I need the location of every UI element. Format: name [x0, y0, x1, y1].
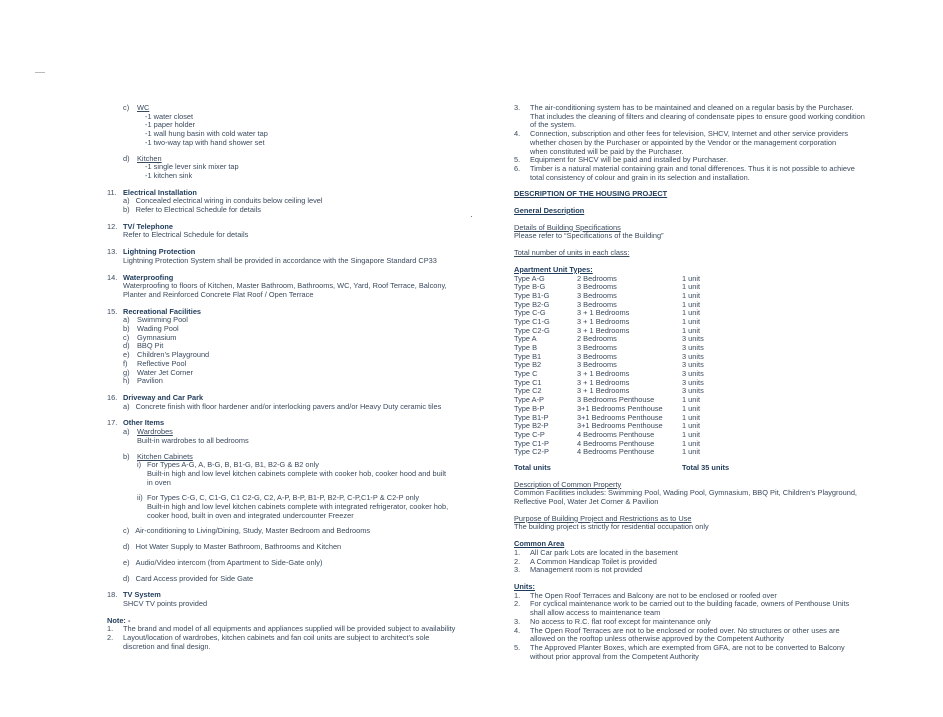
- unit-type-row: [514, 309, 900, 318]
- unit-type-row: [514, 353, 900, 362]
- facility-item: d) BBQ Pit: [123, 341, 164, 351]
- note-item: 3. The air-conditioning system has to be maintained and cleaned on a regular basis by the Purchaser.: [514, 103, 854, 112]
- section-title: TV System: [123, 590, 161, 600]
- unit-type-row: [514, 344, 900, 353]
- unit-count: 1 unit: [682, 316, 701, 326]
- common-area-item: 1. All Car park Lots are located in the basement: [514, 547, 678, 557]
- section-title: Recreational Facilities: [123, 306, 202, 316]
- unit-bedrooms: 4 Bedrooms Penthouse: [577, 438, 655, 448]
- unit-count: 1 unit: [682, 282, 701, 292]
- unit-count: 1 unit: [682, 438, 701, 448]
- note-item: 6. Timber is a natural material containing grain and tonal differences. Thus it is not possible to achieve: [514, 163, 855, 173]
- unit-type-row: [514, 405, 900, 414]
- facility-item: c) Gymnasium: [123, 332, 177, 342]
- wc-heading: c) WC: [123, 103, 150, 112]
- unit-type-row: [514, 318, 900, 327]
- unit-type: Type A-G: [514, 273, 545, 283]
- unit-type: Type C1: [514, 377, 542, 387]
- unit-bedrooms: 3 + 1 Bedrooms: [577, 369, 630, 379]
- units-item: 5. The Approved Planter Boxes, which are exempted from GFA, are not to be converted to Balcony: [514, 642, 845, 652]
- general-description-heading: General Description: [514, 206, 585, 216]
- section-17: 17. Other Items a) Wardrobes Built-in wardrobes to all bedrooms b) Kitchen Cabinets i) For Types A-G, A, B-G, B, B1-G, B1, B2-G & B2 only Built-in high and low level kitchen cabinets complete with cooker hob, cooker hood and built in oven ii) For Types C-G, C, C1-G, C1 C2-G, C2, A-P, B-P, B1-P, B2-P, C-P,C1-P & C2-P only Built-in high and low level kitchen cabinets complete with integrated refrigerator, cooker hob, cooker hood, built in oven and integrated undercounter Freezer c) Air-conditioning to Living/Dining, Study, Master Bedroom and Bedrooms d) Hot Water Supply to Master Bathroom, Bathrooms and Kitchen e) Audio/Video intercom (from Apartment to Side-Gate only) d) Card Access provided for Side Gate: [107, 418, 449, 583]
- unit-type: Type B-P: [514, 403, 545, 413]
- kitchen-cabinets-title: Kitchen Cabinets: [137, 451, 193, 461]
- unit-type: Type B: [514, 343, 538, 353]
- facility-item: f) Reflective Pool: [123, 358, 187, 368]
- unit-type: Type B-G: [514, 282, 546, 292]
- unit-count: 1 unit: [682, 412, 701, 422]
- unit-type-row: [514, 379, 900, 388]
- unit-count: 1 unit: [682, 429, 701, 439]
- unit-type-row: [514, 370, 900, 379]
- units-item: 4. The Open Roof Terraces are not to be enclosed or roofed over. No structures or other uses are: [514, 625, 840, 635]
- kitchen-heading: d) Kitchen: [123, 153, 162, 163]
- unit-bedrooms: 4 Bedrooms Penthouse: [577, 447, 655, 457]
- unit-type-row: [514, 396, 900, 405]
- unit-bedrooms: 3 Bedrooms Penthouse: [577, 395, 655, 405]
- details-text: Please refer to “Specifications of the Building”: [514, 231, 664, 241]
- unit-type-row: [514, 292, 900, 301]
- facility-item: a) Swimming Pool: [123, 315, 188, 325]
- section-15: 15. Recreational Facilities a) Swimming Pool b) Wading Pool c) Gymnasium d) BBQ Pit e) Children’s Playground f) Reflective Pool g) Water Jet Corner h) Pavilion: [107, 308, 503, 386]
- unit-count: 3 units: [682, 343, 704, 353]
- section-title: Driveway and Car Park: [123, 392, 204, 402]
- unit-count: 3 units: [682, 369, 704, 379]
- unit-count: 3 units: [682, 386, 704, 396]
- facility-item: g) Water Jet Corner: [123, 367, 193, 377]
- unit-bedrooms: 3 Bedrooms: [577, 343, 617, 353]
- unit-count: 1 unit: [682, 308, 701, 318]
- total-units-row: Total units Total 35 units: [514, 462, 730, 472]
- section-14: 14. Waterproofing Waterproofing to floors of Kitchen, Master Bathroom, Bathrooms, WC, Yard, Roof Terrace, Balcony, Planter and Reinforced Concrete Flat Roof / Open Terrace: [107, 272, 447, 299]
- facility-item: h) Pavilion: [123, 376, 163, 386]
- unit-type-row: [514, 387, 900, 396]
- note-item: 1. The brand and model of all equipments and appliances supplied will be provided subject to availability: [107, 624, 456, 634]
- unit-bedrooms: 3 Bedrooms: [577, 290, 617, 300]
- wc-item: -1 wall hung basin with cold water tap: [145, 129, 268, 139]
- section-12: 12. TV/ Telephone Refer to Electrical Schedule for details: [107, 221, 249, 240]
- unit-count: 1 unit: [682, 325, 701, 335]
- facility-item: b) Wading Pool: [123, 324, 179, 334]
- unit-type-row: [514, 440, 900, 449]
- section-title: Other Items: [123, 418, 165, 428]
- wc-title: WC: [137, 103, 150, 112]
- unit-type-row: [514, 361, 900, 370]
- purpose-title: Purpose of Building Project and Restrictions as to Use: [514, 513, 692, 523]
- unit-type-row: [514, 283, 900, 292]
- unit-count: 3 units: [682, 360, 704, 370]
- unit-bedrooms: 3 + 1 Bedrooms: [577, 325, 630, 335]
- section-11: 11. Electrical Installation a) Concealed electrical wiring in conduits below ceiling level b) Refer to Electrical Schedule for details: [107, 187, 323, 215]
- unit-type: Type C2-G: [514, 325, 550, 335]
- unit-type-row: [514, 448, 900, 457]
- unit-type: Type C1-P: [514, 438, 549, 448]
- section-title: Lightning Protection: [123, 247, 196, 257]
- unit-count: 1 unit: [682, 290, 701, 300]
- note-continued: 3. The air-conditioning system has to be maintained and cleaned on a regular basis by the Purchaser. That includes the cleaning of filters and clearing of condensate pipes to ensure good working condition of the system. 4. Connection, subscription and other fees for television, SHCV, Internet and other service providers whether chosen by the Purchaser or appointed by the Vendor or the management corporation when constituted will be paid by the Purchaser. 5. Equipment for SHCV will be paid and installed by Purchaser. 6. Timber is a natural material containing grain and tonal differences. Thus it is not possible to achieve total consistency of colour and grain in its selection and installation.: [514, 104, 900, 182]
- unit-type-row: [514, 335, 900, 344]
- wc-item: -1 paper holder: [145, 120, 196, 130]
- total-units-title: Total number of units in each class:: [514, 248, 630, 258]
- section-13: 13. Lightning Protection Lightning Protection System shall be provided in accordance with the Singapore Standard CP33: [107, 247, 437, 265]
- unit-type: Type C: [514, 369, 538, 379]
- unit-type-row: [514, 301, 900, 310]
- note-title: Note: -: [107, 615, 131, 625]
- details-title: Details of Building Specifications: [514, 222, 621, 232]
- wc-item: -1 two-way tap with hand shower set: [145, 137, 265, 147]
- unit-type-row: [514, 431, 900, 440]
- section-title: Waterproofing: [123, 272, 174, 282]
- kitchen-item: -1 single lever sink mixer tap: [145, 162, 239, 172]
- unit-type: Type B1-P: [514, 412, 549, 422]
- right-column: 3. The air-conditioning system has to be maintained and cleaned on a regular basis by the Purchaser. That includes the cleaning of filters and clearing of condensate pipes to ensure good working condition of the system. 4. Connection, subscription and other fees for television, SHCV, Internet and other service providers whether chosen by the Purchaser or appointed by the Vendor or the management corporation when constituted will be paid by the Purchaser. 5. Equipment for SHCV will be paid and installed by Purchaser. 6. Timber is a natural material containing grain and tonal differences. Thus it is not possible to achieve total consistency of colour and grain in its selection and installation. DESCRIPTION OF THE HOUSING PROJECT General Description Details of Building Specifications Please refer to “Specifications of the Building” Total number of units in each class: Apartment Unit Types: Type A-G 2 Bedrooms 1 unit Type B-G 3 Bedrooms 1 unit Type B1-G 3 Bedrooms 1 unit Type B2-G 3 Bedrooms 1 unit Type C-G 3 + 1 Bedrooms 1 unit Type C1-G 3 + 1 Bedrooms 1 unit Type C2-G 3 + 1 Bedrooms 1 unit Type A 2 Bedrooms 3 units Type B 3 Bedrooms 3 units Type B1 3 Bedrooms 3 units Type B2 3 Bedrooms 3 units Type C 3 + 1 Bedrooms 3 units Type C1 3 + 1 Bedrooms 3 units Type C2 3 + 1 Bedrooms 3 units Type A-P 3 Bedrooms Penthouse 1 unit Type B-P 3+1 Bedrooms Penthouse 1 unit Type B1-P 3+1 Bedrooms Penthouse 1 unit Type B2-P 3+1 Bedrooms Penthouse 1 unit Type C-P 4 Bedrooms Penthouse 1 unit Type C1-P 4 Bedrooms Penthouse 1 unit Type C2-P 4 Bedrooms Penthouse 1 unit Total units Total 35 units Description of Common Property Common Facilities includes: Swimming Pool, Wading Pool, Gymnasium, BBQ Pit, Children’s Playground, Reflective Pool, Water Jet Corner & Pavilion Purpose of Building Project and Restrictions as to Use The building project is strictly for residential occupation only Common Area 1. All Car park Lots are located in the basement 2. A Common Handicap Toilet is provided 3. Management room is not provided Units: 1. The Open Roof Terraces and Balcony are not to be enclosed or roofed over 2. For cyclical maintenance work to be carried out to the building facade, owners of Penthouse Units shall allow access to maintenance team 3. No access to R.C. flat roof except for maintenance only 4. The Open Roof Terraces are not to be enclosed or roofed over. No structures or other uses are allowed on the rooftop unless otherwise approved by the Competent Authority 5. The Approved Planter Boxes, which are exempted from GFA, are not to be converted to Balcony without prior approval from the Competent Authority: [514, 104, 900, 661]
- unit-count: 3 units: [682, 377, 704, 387]
- unit-type: Type B1-G: [514, 290, 550, 300]
- unit-type: Type C-P: [514, 429, 545, 439]
- units-item: 1. The Open Roof Terraces and Balcony are not to be enclosed or roofed over: [514, 590, 777, 600]
- unit-count: 1 unit: [682, 403, 701, 413]
- unit-type-row: [514, 275, 900, 284]
- kitchen-item: -1 kitchen sink: [145, 170, 193, 180]
- unit-bedrooms: 3 + 1 Bedrooms: [577, 386, 630, 396]
- unit-type: Type B2: [514, 360, 542, 370]
- unit-count: 3 units: [682, 351, 704, 361]
- unit-bedrooms: 3+1 Bedrooms Penthouse: [577, 412, 663, 422]
- unit-type: Type B2-G: [514, 299, 550, 309]
- unit-bedrooms: 3+1 Bedrooms Penthouse: [577, 403, 663, 413]
- section-16: 16. Driveway and Car Park a) Concrete finish with floor hardener and/or interlocking pavers and/or Heavy Duty ceramic tiles: [107, 392, 442, 411]
- note-item: 5. Equipment for SHCV will be paid and installed by Purchaser.: [514, 155, 729, 165]
- units-title: Units:: [514, 582, 535, 591]
- unit-bedrooms: 3+1 Bedrooms Penthouse: [577, 421, 663, 431]
- section-title: Electrical Installation: [123, 187, 197, 197]
- unit-count: 3 units: [682, 334, 704, 344]
- common-area-item: 3. Management room is not provided: [514, 565, 643, 575]
- note-item: 4. Connection, subscription and other fees for television, SHCV, Internet and other service providers: [514, 129, 849, 139]
- unit-count: 1 unit: [682, 299, 701, 309]
- unit-type: Type A-P: [514, 395, 544, 405]
- unit-bedrooms: 2 Bedrooms: [577, 334, 617, 344]
- unit-bedrooms: 3 + 1 Bedrooms: [577, 308, 630, 318]
- unit-count: 1 unit: [682, 395, 701, 405]
- unit-bedrooms: 4 Bedrooms Penthouse: [577, 429, 655, 439]
- unit-types-table: [514, 266, 900, 473]
- common-area-title: Common Area: [514, 539, 565, 549]
- unit-type: Type A: [514, 334, 537, 344]
- unit-type: Type C2-P: [514, 447, 549, 457]
- apartment-types-title: Apartment Unit Types:: [514, 264, 593, 274]
- unit-bedrooms: 3 Bedrooms: [577, 351, 617, 361]
- wardrobes-title: Wardrobes: [137, 427, 173, 437]
- unit-type: Type C-G: [514, 308, 546, 318]
- left-column: [107, 104, 503, 651]
- unit-bedrooms: 3 Bedrooms: [577, 299, 617, 309]
- unit-type-row: [514, 422, 900, 431]
- wc-item: -1 water closet: [145, 111, 194, 121]
- housing-project-heading: DESCRIPTION OF THE HOUSING PROJECT: [514, 189, 668, 199]
- common-property-title: Description of Common Property: [514, 479, 622, 489]
- unit-bedrooms: 3 + 1 Bedrooms: [577, 377, 630, 387]
- unit-bedrooms: 3 Bedrooms: [577, 360, 617, 370]
- scan-mark: [35, 72, 45, 73]
- note-item: 2. Layout/location of wardrobes, kitchen cabinets and fan coil units are subject to architect’s sole: [107, 633, 430, 643]
- unit-type: Type B2-P: [514, 421, 549, 431]
- unit-bedrooms: 3 Bedrooms: [577, 282, 617, 292]
- unit-bedrooms: 2 Bedrooms: [577, 273, 617, 283]
- section-title: TV/ Telephone: [123, 221, 173, 231]
- unit-count: 1 unit: [682, 447, 701, 457]
- section-18: 18. TV System SHCV TV points provided: [107, 590, 208, 608]
- unit-type: Type C2: [514, 386, 542, 396]
- unit-count: 1 unit: [682, 421, 701, 431]
- unit-type-row: [514, 327, 900, 336]
- unit-type: Type C1-G: [514, 316, 550, 326]
- facility-item: e) Children’s Playground: [123, 350, 210, 360]
- units-item: 2. For cyclical maintenance work to be carried out to the building facade, owners of Penthouse Units: [514, 599, 850, 609]
- unit-count: 1 unit: [682, 273, 701, 283]
- common-area-item: 2. A Common Handicap Toilet is provided: [514, 556, 657, 566]
- note-section: Note: - 1. The brand and model of all equipments and appliances supplied will be provided subject to availability 2. Layout/location of wardrobes, kitchen cabinets and fan coil units are subject to architect’s sole discretion and final design.: [107, 617, 503, 652]
- unit-type-row: [514, 414, 900, 423]
- kitchen-title: Kitchen: [137, 153, 162, 163]
- unit-bedrooms: 3 + 1 Bedrooms: [577, 316, 630, 326]
- units-item: 3. No access to R.C. flat roof except for maintenance only: [514, 616, 711, 626]
- unit-type: Type B1: [514, 351, 542, 361]
